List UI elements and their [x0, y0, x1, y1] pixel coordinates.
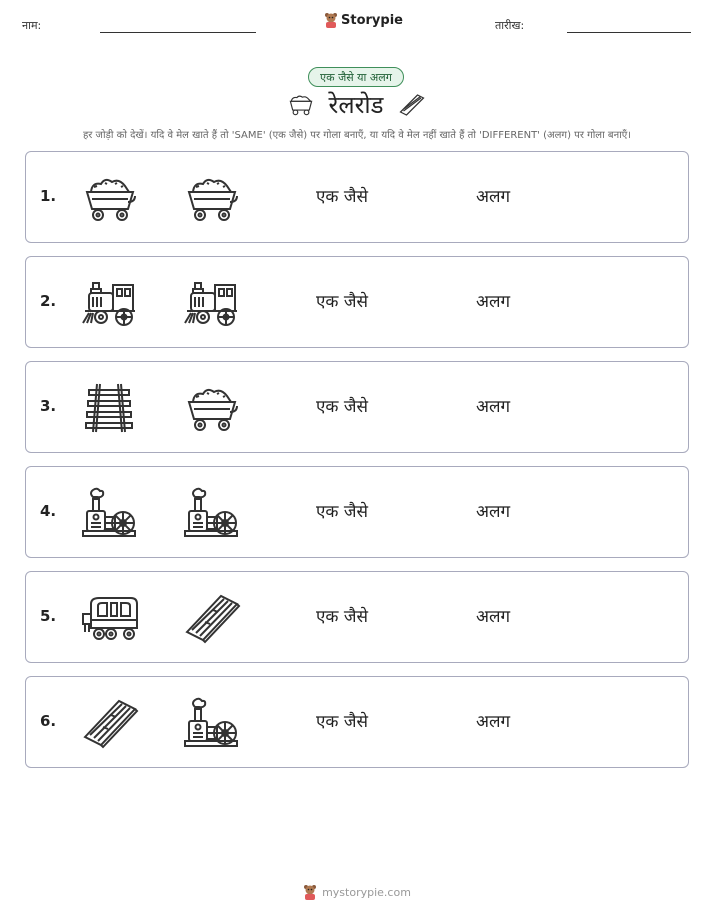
different-option[interactable]: अलग [476, 712, 511, 732]
question-number: 3. [40, 397, 57, 415]
page-title: रेलरोड [328, 91, 384, 119]
same-option[interactable]: एक जैसे [316, 397, 368, 417]
locomotive-icon [81, 277, 139, 329]
right-picture [183, 487, 241, 539]
left-picture [81, 592, 139, 644]
question-list [25, 151, 689, 781]
wooden-plank-icon [183, 592, 241, 644]
title-row [0, 88, 714, 121]
passenger-car-icon [81, 592, 139, 644]
left-picture [81, 277, 139, 329]
left-picture [81, 487, 139, 539]
right-picture [183, 697, 241, 749]
question-row-4 [25, 466, 689, 558]
question-row-3 [25, 361, 689, 453]
footer [0, 884, 714, 900]
different-option[interactable]: अलग [476, 397, 511, 417]
mine-cart-icon [287, 93, 315, 117]
mine-cart-icon [81, 172, 139, 224]
mine-cart-icon [183, 382, 241, 434]
same-option[interactable]: एक जैसे [316, 607, 368, 627]
question-number: 4. [40, 502, 57, 520]
different-option[interactable]: अलग [476, 502, 511, 522]
question-row-1 [25, 151, 689, 243]
bear-mascot-icon [303, 884, 317, 900]
question-number: 5. [40, 607, 57, 625]
right-picture [183, 592, 241, 644]
storypie-logo [324, 12, 403, 28]
date-line[interactable] [567, 32, 691, 33]
right-picture [183, 277, 241, 329]
name-label: नाम: [22, 19, 42, 32]
steam-engine-icon [183, 697, 241, 749]
question-number: 6. [40, 712, 57, 730]
brand-name: Storypie [341, 12, 403, 28]
different-option[interactable]: अलग [476, 292, 511, 312]
left-picture [81, 382, 139, 434]
date-label: तारीख: [495, 19, 525, 32]
mine-cart-icon [183, 172, 241, 224]
locomotive-icon [183, 277, 241, 329]
bear-mascot-icon [324, 12, 338, 28]
same-option[interactable]: एक जैसे [316, 712, 368, 732]
same-option[interactable]: एक जैसे [316, 502, 368, 522]
question-row-6 [25, 676, 689, 768]
question-row-2 [25, 256, 689, 348]
question-number: 1. [40, 187, 57, 205]
wooden-plank-icon [81, 697, 139, 749]
question-row-5 [25, 571, 689, 663]
different-option[interactable]: अलग [476, 607, 511, 627]
left-picture [81, 172, 139, 224]
steam-engine-icon [81, 487, 139, 539]
right-picture [183, 382, 241, 434]
railroad-track-icon [81, 382, 139, 434]
question-number: 2. [40, 292, 57, 310]
wooden-plank-icon [397, 92, 427, 118]
worksheet-type-badge: एक जैसे या अलग [308, 67, 404, 87]
left-picture [81, 697, 139, 749]
right-picture [183, 172, 241, 224]
instructions-text: हर जोड़ी को देखें। यदि वे मेल खाते हैं तो 'SAME' (एक जैसे) पर गोला बनाएँ, या यदि वे मेल नहीं खाते हैं तो 'DIFFERENT' (अलग) पर गोला बनाएँ। [82, 130, 632, 141]
footer-website[interactable]: mystorypie.com [322, 885, 411, 899]
steam-engine-icon [183, 487, 241, 539]
name-line[interactable] [100, 32, 256, 33]
same-option[interactable]: एक जैसे [316, 187, 368, 207]
different-option[interactable]: अलग [476, 187, 511, 207]
same-option[interactable]: एक जैसे [316, 292, 368, 312]
